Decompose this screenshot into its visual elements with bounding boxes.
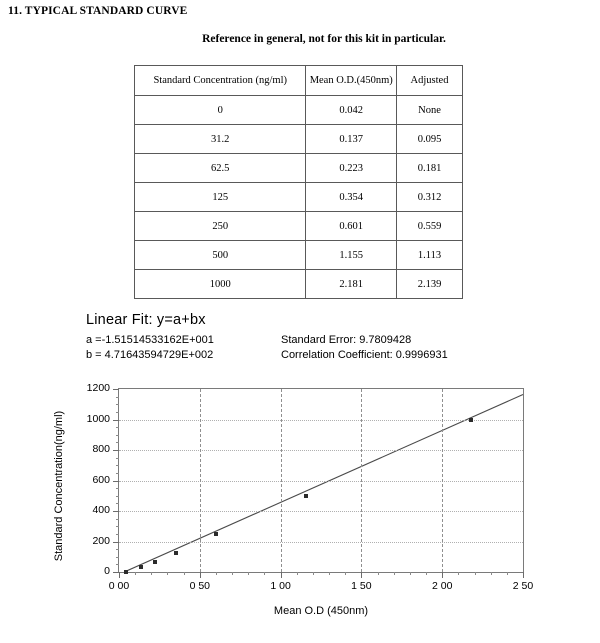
x-axis-tick (119, 572, 120, 578)
x-axis-tick-label: 0 50 (189, 580, 211, 592)
x-axis-title: Mean O.D (450nm) (273, 605, 369, 617)
y-axis-tick (113, 450, 119, 451)
gridline-horizontal (119, 511, 523, 512)
x-axis-tick-label: 1 00 (270, 580, 291, 592)
column-header-concentration: Standard Concentration (ng/ml) (135, 66, 306, 96)
x-axis-minor-tick (184, 572, 185, 575)
gridline-vertical (442, 389, 443, 572)
x-axis-minor-tick (329, 572, 330, 575)
y-axis-tick-label: 600 (92, 473, 110, 486)
table-header-row (135, 66, 463, 96)
x-axis-minor-tick (410, 572, 411, 575)
x-axis-tick (281, 572, 282, 578)
y-axis-minor-tick (116, 488, 119, 489)
y-axis-minor-tick (116, 427, 119, 428)
fit-coefficient-b: b = 4.71643594729E+002 (86, 348, 214, 361)
y-axis-minor-tick (116, 549, 119, 550)
cell-adjusted: 2.139 (397, 270, 463, 299)
x-axis-minor-tick (345, 572, 346, 575)
x-axis-tick-label: 0 00 (108, 580, 130, 592)
y-axis-tick-label: 1200 (86, 382, 110, 394)
fit-coefficients (86, 333, 214, 362)
y-axis-tick (113, 511, 119, 512)
cell-mean-od: 1.155 (306, 241, 397, 270)
y-axis-minor-tick (116, 519, 119, 520)
x-axis-minor-tick (507, 572, 508, 575)
column-header-mean-od: Mean O.D.(450nm) (306, 66, 397, 96)
data-point (214, 532, 218, 536)
cell-concentration: 31.2 (135, 125, 306, 154)
cell-concentration: 62.5 (135, 154, 306, 183)
x-axis-minor-tick (151, 572, 152, 575)
reference-note: Reference in general, not for this kit in particular. (202, 33, 446, 45)
y-axis-minor-tick (116, 473, 119, 474)
table-row (135, 183, 463, 212)
y-axis-minor-tick (116, 458, 119, 459)
x-axis-tick (442, 572, 443, 578)
y-axis-minor-tick (116, 526, 119, 527)
cell-concentration: 1000 (135, 270, 306, 299)
table-row (135, 125, 463, 154)
table-row (135, 212, 463, 241)
fit-correlation-coefficient: Correlation Coefficient: 0.9996931 (281, 348, 448, 361)
gridline-horizontal (119, 420, 523, 421)
fit-standard-error: Standard Error: 9.7809428 (281, 334, 412, 346)
y-axis-minor-tick (116, 534, 119, 535)
x-axis-tick-label: 1 50 (351, 580, 372, 592)
x-axis-minor-tick (297, 572, 298, 575)
data-point (469, 418, 473, 422)
standard-curve-chart (0, 372, 600, 632)
gridline-horizontal (119, 481, 523, 482)
gridline-vertical (361, 389, 362, 572)
cell-mean-od: 0.223 (306, 154, 397, 183)
x-axis-minor-tick (248, 572, 249, 575)
cell-mean-od: 0.601 (306, 212, 397, 241)
cell-concentration: 0 (135, 96, 306, 125)
cell-adjusted: 0.312 (397, 183, 463, 212)
table-row (135, 241, 463, 270)
table-row (135, 154, 463, 183)
standard-curve-table (134, 65, 463, 299)
fit-coefficient-a: a =-1.51514533162E+001 (86, 334, 214, 346)
cell-mean-od: 2.181 (306, 270, 397, 299)
y-axis-title: Standard Concentration(ng/ml) (53, 410, 65, 562)
y-axis-tick (113, 389, 119, 390)
cell-adjusted: 0.095 (397, 125, 463, 154)
y-axis-minor-tick (116, 465, 119, 466)
cell-mean-od: 0.354 (306, 183, 397, 212)
y-axis-minor-tick (116, 496, 119, 497)
y-axis-tick (113, 542, 119, 543)
gridline-horizontal (119, 450, 523, 451)
x-axis-minor-tick (491, 572, 492, 575)
x-axis-tick (523, 572, 524, 578)
column-header-adjusted: Adjusted (397, 66, 463, 96)
cell-mean-od: 0.042 (306, 96, 397, 125)
data-point (174, 551, 178, 555)
cell-adjusted: None (397, 96, 463, 125)
gridline-vertical (200, 389, 201, 572)
x-axis-minor-tick (394, 572, 395, 575)
y-axis-tick (113, 420, 119, 421)
table-row (135, 96, 463, 125)
cell-adjusted: 1.113 (397, 241, 463, 270)
y-axis-minor-tick (116, 557, 119, 558)
x-axis-minor-tick (216, 572, 217, 575)
y-axis-minor-tick (116, 503, 119, 504)
data-point (124, 570, 128, 574)
y-axis-minor-tick (116, 564, 119, 565)
page-title: 11. TYPICAL STANDARD CURVE (8, 5, 188, 17)
x-axis-minor-tick (167, 572, 168, 575)
y-axis-minor-tick (116, 435, 119, 436)
y-axis-tick-label: 200 (92, 534, 110, 547)
x-axis-minor-tick (135, 572, 136, 575)
cell-mean-od: 0.137 (306, 125, 397, 154)
x-axis-minor-tick (378, 572, 379, 575)
gridline-vertical (281, 389, 282, 572)
table-row (135, 270, 463, 299)
y-axis-tick-label: 800 (92, 443, 110, 455)
y-axis-tick-label: 400 (92, 504, 110, 516)
cell-adjusted: 0.559 (397, 212, 463, 241)
data-point (153, 560, 157, 564)
fit-statistics (281, 333, 448, 362)
cell-concentration: 125 (135, 183, 306, 212)
x-axis-tick (361, 572, 362, 578)
x-axis-minor-tick (426, 572, 427, 575)
cell-concentration: 500 (135, 241, 306, 270)
x-axis-tick (200, 572, 201, 578)
y-axis-minor-tick (116, 412, 119, 413)
x-axis-minor-tick (458, 572, 459, 575)
x-axis-tick-label: 2 50 (512, 580, 534, 592)
y-axis-tick-label: 1000 (86, 412, 110, 425)
x-axis-minor-tick (232, 572, 233, 575)
cell-adjusted: 0.181 (397, 154, 463, 183)
y-axis-minor-tick (116, 397, 119, 398)
cell-concentration: 250 (135, 212, 306, 241)
x-axis-minor-tick (475, 572, 476, 575)
linear-fit-heading: Linear Fit: y=a+bx (86, 312, 206, 328)
y-axis-tick-label: 0 (104, 565, 110, 577)
plot-frame (86, 382, 534, 592)
y-axis-minor-tick (116, 404, 119, 405)
x-axis-minor-tick (313, 572, 314, 575)
x-axis-minor-tick (264, 572, 265, 575)
y-axis-minor-tick (116, 442, 119, 443)
data-point (304, 494, 308, 498)
y-axis-tick (113, 481, 119, 482)
x-axis-tick-label: 2 00 (431, 580, 453, 592)
data-point (139, 565, 143, 569)
gridline-horizontal (119, 542, 523, 543)
